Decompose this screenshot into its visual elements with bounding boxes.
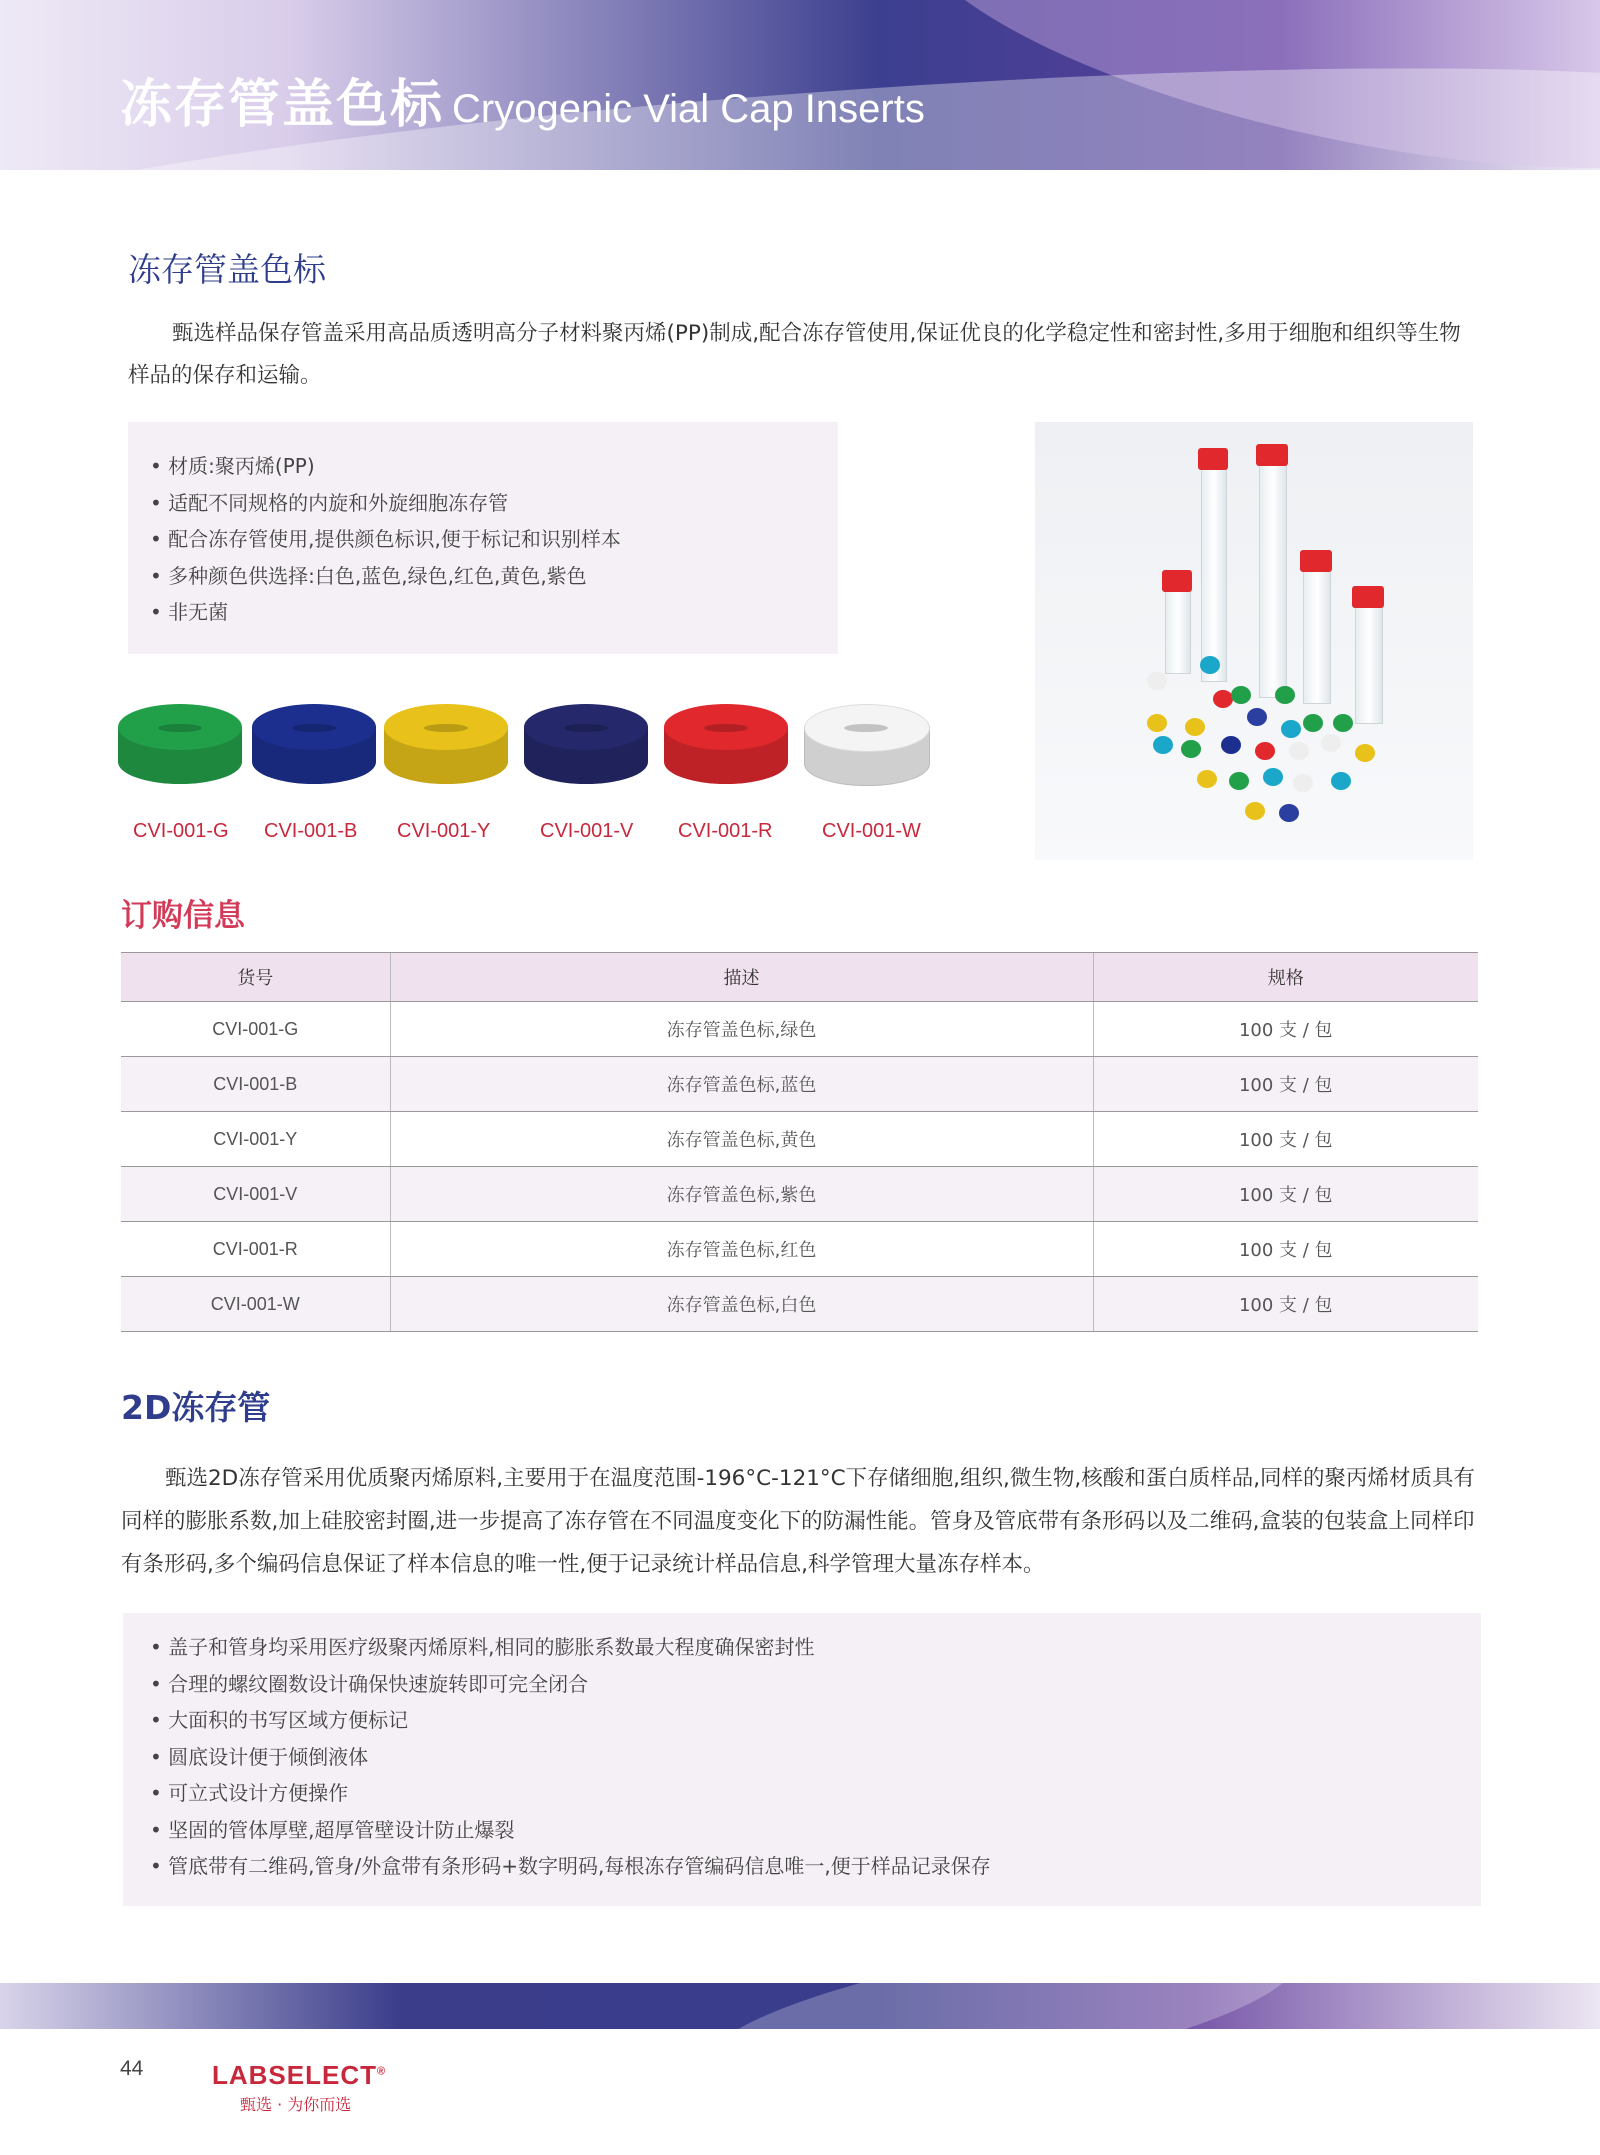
cap-insert-dot [1185,718,1205,736]
cap-label: CVI-001-V [540,820,634,842]
cap-insert-dot [1255,742,1275,760]
table-cell-spec: 100 支 / 包 [1093,1222,1478,1277]
vial-tube [1259,456,1287,698]
vial-tube [1201,460,1227,682]
table-cell-description: 冻存管盖色标,白色 [390,1277,1093,1332]
section-intro-cap-inserts: 甄选样品保存管盖采用高品质透明高分子材料聚丙烯(PP)制成,配合冻存管使用,保证优良的化学稳定性和密封性,多用于细胞和组织等生物样品的保存和运输。 [128,321,1461,388]
brand-logo-mark: ® [377,2065,387,2078]
table-cell-spec: 100 支 / 包 [1093,1112,1478,1167]
vial-cap [1162,570,1192,592]
table-cell-spec: 100 支 / 包 [1093,1277,1478,1332]
vial-cap [1198,448,1228,470]
cap-insert-dot [1355,744,1375,762]
table-row [121,1222,1478,1277]
cap-insert-dot [1331,772,1351,790]
feature-item: • 非无菌 [150,594,621,631]
page-title [120,62,925,137]
cap-insert-dot [1197,770,1217,788]
product-photo [1035,422,1473,860]
feature-item: • 大面积的书写区域方便标记 [150,1702,991,1739]
table-cell-description: 冻存管盖色标,黄色 [390,1112,1093,1167]
table-cell-code: CVI-001-W [121,1277,390,1332]
page-title-en: Cryogenic Vial Cap Inserts [452,87,925,131]
table-cell-description: 冻存管盖色标,绿色 [390,1002,1093,1057]
table-cell-spec: 100 支 / 包 [1093,1002,1478,1057]
footer-band [0,1983,1600,2029]
feature-item: • 可立式设计方便操作 [150,1775,991,1812]
table-cell-spec: 100 支 / 包 [1093,1167,1478,1222]
footer-wave [694,1983,1306,2029]
order-table [121,952,1478,1332]
vial-tube [1165,582,1191,674]
cap-insert-dot [1321,734,1341,752]
table-cell-code: CVI-001-G [121,1002,390,1057]
cap-insert-dot [1245,802,1265,820]
cap-insert-dot [1281,720,1301,738]
feature-list [150,1629,991,1885]
brand-logo [212,2060,386,2091]
cap-insert-dot [1289,742,1309,760]
table-header-cell: 描述 [390,953,1093,1002]
table-row [121,1167,1478,1222]
cap-insert-dot [1213,690,1233,708]
table-row [121,1057,1478,1112]
brand-logo-text: LABSELECT [212,2060,377,2090]
cap-insert-dot [1333,714,1353,732]
cap-slot [424,724,468,732]
table-cell-code: CVI-001-B [121,1057,390,1112]
feature-box-cap-inserts [128,422,838,654]
vial-tube [1303,562,1331,704]
vial-cap [1352,586,1384,608]
cap-insert-dot [1293,774,1313,792]
cap-insert-dot [1279,804,1299,822]
table-cell-description: 冻存管盖色标,紫色 [390,1167,1093,1222]
cap-slot [158,724,202,732]
table-row [121,1002,1478,1057]
vial-tube [1355,598,1383,724]
header-banner [0,0,1600,170]
cap-label: CVI-001-G [133,820,229,842]
cap-slot [704,724,748,732]
cap-label: CVI-001-R [678,820,773,842]
feature-item: • 合理的螺纹圈数设计确保快速旋转即可完全闭合 [150,1666,991,1703]
cap-slot [564,724,608,732]
feature-item: • 坚固的管体厚壁,超厚管壁设计防止爆裂 [150,1812,991,1849]
table-cell-code: CVI-001-R [121,1222,390,1277]
cap-insert-dot [1153,736,1173,754]
section-intro-2d-tubes: 甄选2D冻存管采用优质聚丙烯原料,主要用于在温度范围-196°C-121°C下存储细胞,组织,微生物,核酸和蛋白质样品,同样的聚丙烯材质具有同样的膨胀系数,加上硅胶密封圈,进一步提高了冻存管在不同温度变化下的防漏性能。管身及管底带有条形码以及二维码,盒装的包装盒上同样印有条形码,多个编码信息保证了样本信息的唯一性,便于记录统计样品信息,科学管理大量冻存样本。 [121,1466,1476,1577]
cap-slot [292,724,336,732]
cap-insert-dot [1275,686,1295,704]
feature-item: • 管底带有二维码,管身/外盒带有条形码+数字明码,每根冻存管编码信息唯一,便于样品记录保存 [150,1848,991,1885]
cap-label: CVI-001-Y [397,820,491,842]
section-title-cap-inserts: 冻存管盖色标 [128,250,326,289]
table-cell-code: CVI-001-V [121,1167,390,1222]
table-header-cell: 货号 [121,953,390,1002]
cap-insert-dot [1303,714,1323,732]
table-cell-spec: 100 支 / 包 [1093,1057,1478,1112]
cap-insert-dot [1229,772,1249,790]
section-title-order: 订购信息 [121,898,245,934]
table-header-cell: 规格 [1093,953,1478,1002]
vial-cap [1256,444,1288,466]
feature-box-2d-tubes [123,1613,1481,1906]
cap-insert-dot [1147,714,1167,732]
feature-item: • 材质:聚丙烯(PP) [150,448,621,485]
page-title-zh: 冻存管盖色标 [120,75,445,135]
table-header-row [121,953,1478,1002]
table-cell-description: 冻存管盖色标,蓝色 [390,1057,1093,1112]
feature-item: • 盖子和管身均采用医疗级聚丙烯原料,相同的膨胀系数最大程度确保密封性 [150,1629,991,1666]
brand-tagline: 甄选 · 为你而选 [240,2095,352,2114]
table-row [121,1112,1478,1167]
cap-insert-dot [1147,672,1167,690]
feature-item: • 多种颜色供选择:白色,蓝色,绿色,红色,黄色,紫色 [150,558,621,595]
page-number: 44 [120,2057,144,2080]
cap-insert-dot [1221,736,1241,754]
cap-insert-dot [1231,686,1251,704]
cap-label: CVI-001-W [822,820,921,842]
table-row [121,1277,1478,1332]
vial-cap [1300,550,1332,572]
cap-slot [844,724,888,732]
feature-item: • 适配不同规格的内旋和外旋细胞冻存管 [150,485,621,522]
feature-item: • 配合冻存管使用,提供颜色标识,便于标记和识别样本 [150,521,621,558]
cap-insert-dot [1200,656,1220,674]
feature-list [150,448,621,631]
feature-item: • 圆底设计便于倾倒液体 [150,1739,991,1776]
section-title-2d-tubes: 2D冻存管 [121,1388,271,1427]
table-cell-code: CVI-001-Y [121,1112,390,1167]
cap-insert-dot [1247,708,1267,726]
cap-label: CVI-001-B [264,820,358,842]
cap-insert-dot [1263,768,1283,786]
table-cell-description: 冻存管盖色标,红色 [390,1222,1093,1277]
cap-insert-dot [1181,740,1201,758]
